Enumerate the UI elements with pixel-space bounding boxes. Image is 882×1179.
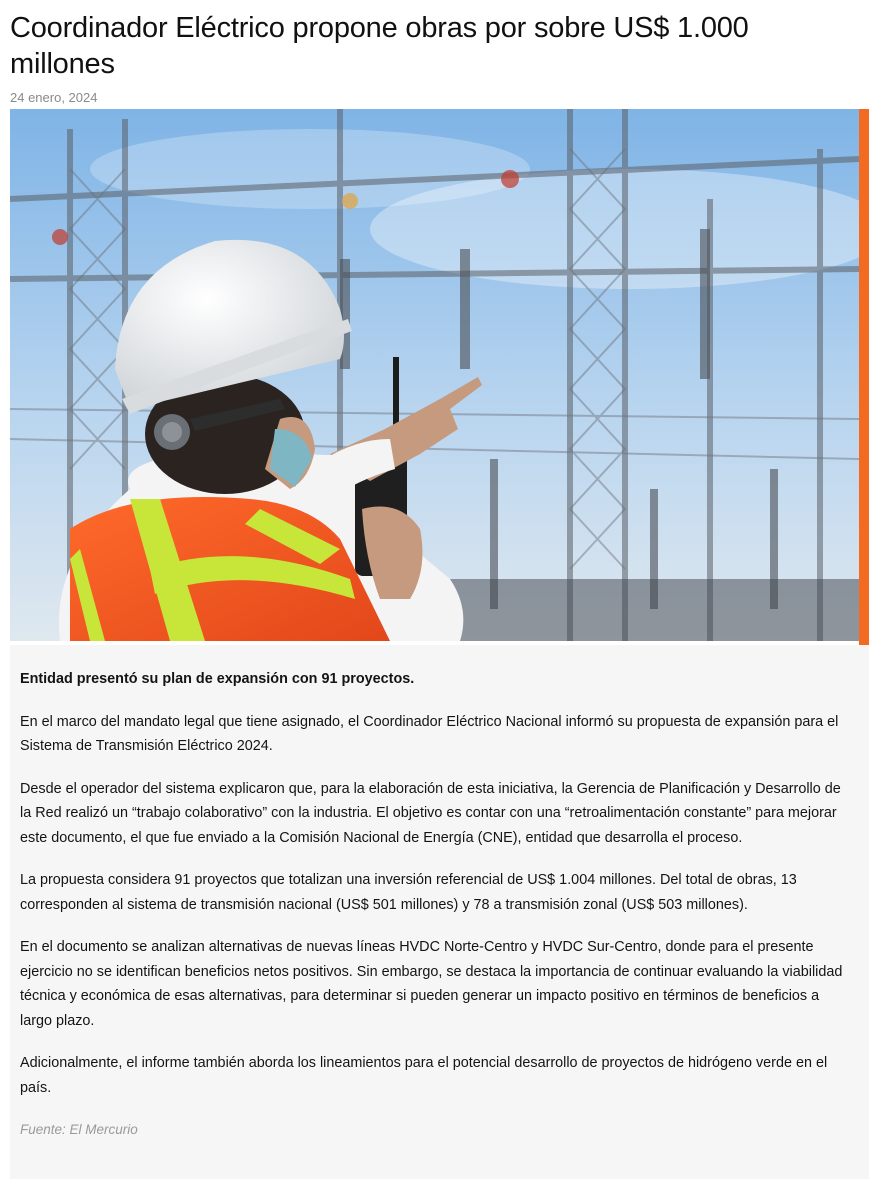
article-paragraph: La propuesta considera 91 proyectos que totalizan una inversión referencial de US$ 1.004 millones. Del total de obras, 13 corresponden al sistema de transmisión nacional (US$ 501 millones) y 78 a transmisión zonal (US$ 503 millones). [20,872,797,913]
article-title: Coordinador Eléctrico propone obras por sobre US$ 1.000 millones [10,12,749,80]
article-paragraph: Desde el operador del sistema explicaron que, para la elaboración de esta iniciativa, la Gerencia de Planificación y Desarrollo de la Red realizó un “trabajo colaborativo” con la industria. El objetivo es contar con una “retroalimentación constante” para mejorar este documento, el que fue enviado a la Comisión Nacional de Energía (CNE), entidad que desarrolla el proceso. [20,780,841,846]
article-lead: Entidad presentó su plan de expansión con 91 proyectos. [20,671,415,687]
article-source: Fuente: El Mercurio [20,1122,138,1137]
article-paragraph: En el marco del mandato legal que tiene asignado, el Coordinador Eléctrico Nacional informó su propuesta de expansión para el Sistema de Transmisión Eléctrico 2024. [20,713,839,754]
article-body [10,645,869,1179]
article-date: 24 enero, 2024 [10,90,98,105]
accent-bar [859,109,869,645]
article-paragraph: En el documento se analizan alternativas de nuevas líneas HVDC Norte-Centro y HVDC Sur-Centro, donde para el presente ejercicio no se identifican beneficios netos positivos. Sin embargo, se destaca la importancia de continuar evaluando la viabilidad técnica y económica de esas alternativas, para determinar si pueden generar un impacto positivo en términos de beneficios a largo plazo. [20,939,843,1029]
article-paragraph: Adicionalmente, el informe también aborda los lineamientos para el potencial desarrollo de proyectos de hidrógeno verde en el país. [20,1055,828,1096]
hero-image [10,109,859,641]
